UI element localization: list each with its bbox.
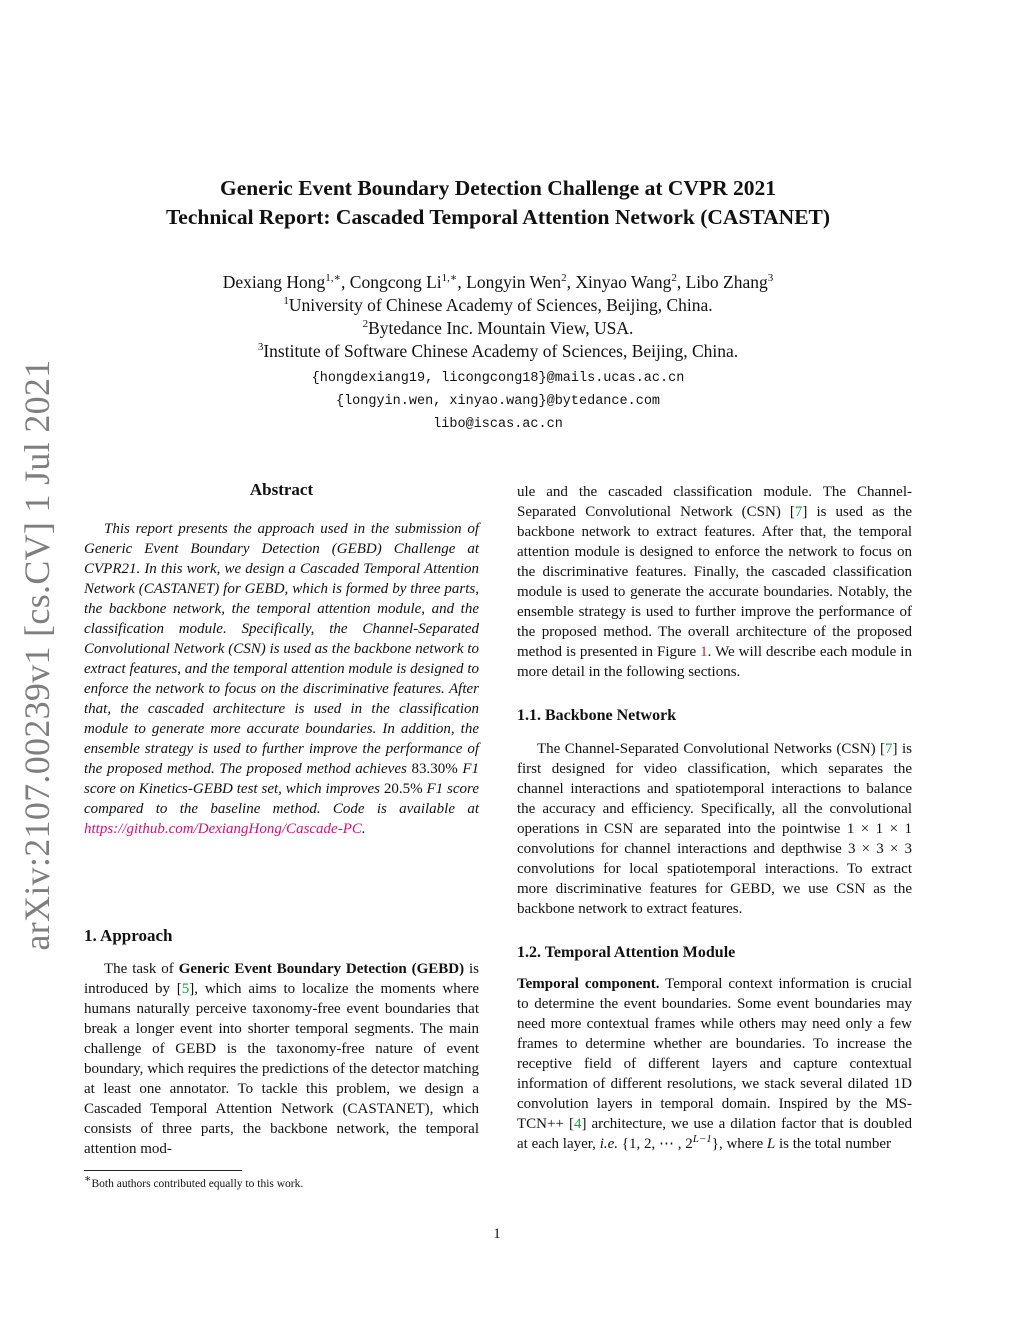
author-name: Longyin Wen [466, 272, 562, 292]
abstract-text: This report presents the approach used in the submission of Generic Event Boundary Detection (GEBD) Challenge at CVPR21. In this work, we design a Cascaded Temporal Attention Network (CASTANET) for GEBD, which is formed by three parts, the backbone network, the temporal attention module, and the classification module. Specifically, the Channel-Separated Convolutional Network (CSN) is used as the backbone network to extract features, and the temporal attention module is designed to enforce the network to focus on the discriminative features. After that, the cascaded architecture is used in the classification module to generate more accurate boundaries. In addition, the ensemble strategy is used to further improve the performance of the proposed method. The proposed method achieves [84, 521, 479, 777]
affiliation-text: Institute of Software Chinese Academy of Sciences, Beijing, China. [263, 341, 739, 361]
section-heading: 1. Approach [84, 926, 173, 945]
author-separator: , [457, 272, 467, 292]
body-text: ] architecture, we use a dilation factor that is doubled at each layer, [517, 1116, 912, 1152]
author-name: Dexiang Hong [222, 272, 326, 292]
paper-title [80, 174, 916, 232]
email: libo@iscas.ac.cn [433, 417, 563, 432]
subsection-heading: 1.2. Temporal Attention Module [517, 944, 736, 961]
abstract-value: 20.5% [383, 781, 423, 797]
author-sup: 1,∗ [325, 272, 342, 285]
math-expression: 3 × 3 × 3 [847, 841, 912, 857]
arxiv-sidebar [12, 359, 62, 951]
footnote-mark: ∗ [84, 1173, 92, 1186]
affiliation-sup: 2 [362, 318, 369, 331]
affiliation [80, 317, 916, 340]
affiliation-text: Bytedance Inc. Mountain View, USA. [368, 318, 634, 338]
page-number: 1 [493, 1226, 501, 1242]
body-text: Temporal context information is crucial to determine the event boundaries. Some event boundaries may need more contextual frames while others may need only a few frames to determine whether are boundaries. To increase the receptive field of different layers and capture contextual information of different resolutions, we stack several dilated 1D convolution layers in temporal domain. Inspired by the MS-TCN++ [ [517, 976, 912, 1132]
body-text: . We will describe each module in more detail in the following sections. [517, 644, 912, 680]
body-text: convolutions for local spatiotemporal interactions. To extract more discriminative features for GEBD, we use CSN as the backbone network to extract features. [517, 861, 912, 917]
body-text: ], which aims to localize the moments where humans naturally perceive taxonomy-free event boundaries that break a longer event into shorter temporal segments. The main challenge of GEBD is the taxonomy-free nature of event boundary, which requires the predictions of the detector matching at least one annotator. To tackle this problem, we design a Cascaded Temporal Attention Network (CASTANET), which consists of three parts, the backbone network, the temporal attention mod- [84, 981, 480, 1157]
author-list [80, 271, 916, 294]
author-separator: , [566, 272, 576, 292]
affiliation-sup: 3 [257, 341, 264, 354]
footnote-rule [84, 1170, 242, 1171]
citation-link[interactable]: 4 [573, 1116, 582, 1132]
author-sup: 2 [561, 272, 567, 285]
body-text: is introduced by [ [84, 961, 479, 997]
author-name: Congcong Li [349, 272, 442, 292]
title-line-2: Technical Report: Cascaded Temporal Attention Network (CASTANET) [165, 205, 831, 229]
abstract-text: . [361, 821, 366, 837]
approach-paragraph [84, 959, 479, 1159]
math-expression: 1 × 1 × 1 [846, 821, 913, 837]
body-text: ] is first designed for video classification, which separates the channel interactions and spatiotemporal interactions to balance the accuracy and efficiency. Specifically, all the convolutional operations in CSN are separated into the pointwise [517, 741, 913, 837]
author-name: Xinyao Wang [575, 272, 672, 292]
body-text: , where [718, 1136, 767, 1152]
italic-text: i.e. [599, 1136, 619, 1152]
footnote-text: Both authors contributed equally to this work. [91, 1178, 304, 1190]
body-text: The Channel-Separated Convolutional Networks (CSN) [ [537, 741, 886, 757]
affiliation-sup: 1 [283, 295, 289, 308]
right-column [517, 482, 912, 1154]
citation-link[interactable]: 7 [885, 741, 893, 757]
affiliation [80, 294, 916, 317]
temporal-paragraph [517, 974, 912, 1154]
body-text: ] is used as the backbone network to extract features. After that, the temporal attention module is designed to enforce the network to focus on the discriminative features. Finally, the cascaded classification module is used to generate the accurate boundaries. Notably, the ensemble strategy is used to further improve the performance of the proposed method. The overall architecture of the proposed method is presented in Figure [517, 504, 912, 660]
title-line-1: Generic Event Boundary Detection Challenge at CVPR 2021 [220, 176, 776, 200]
approach-section [84, 926, 479, 1159]
email-list [80, 367, 916, 436]
author-separator: , [341, 272, 350, 292]
math-variable: L [766, 1136, 776, 1152]
citation-link[interactable]: 7 [794, 504, 803, 520]
abstract-value: 83.30% [411, 761, 458, 777]
author-sup: 2 [671, 272, 677, 285]
abstract-section [84, 480, 479, 839]
paragraph-lead: Temporal component. [517, 976, 660, 992]
math-expression: } [711, 1136, 719, 1152]
author-sup: 3 [767, 272, 774, 285]
affiliation-text: University of Chinese Academy of Sciences, Beijing, China. [288, 295, 713, 315]
figure-link[interactable]: 1 [700, 644, 708, 660]
intro-continuation [517, 482, 912, 682]
body-text: is the total number [775, 1136, 892, 1152]
body-text: The task of [104, 961, 179, 977]
body-text: ule and the cascaded classification module. The Channel-Separated Convolutional Network (CSN) [ [517, 484, 912, 520]
arxiv-identifier: arXiv:2107.00239v1 [cs.CV] 1 Jul 2021 [17, 359, 57, 951]
citation-link[interactable]: 5 [181, 981, 190, 997]
affiliation-list [80, 294, 916, 363]
email: {hongdexiang19, licongcong18}@mails.ucas.ac.cn [311, 371, 685, 386]
author-name: Libo Zhang [685, 272, 768, 292]
backbone-paragraph [517, 739, 912, 919]
math-superscript: L−1 [692, 1133, 712, 1145]
abstract-text: F1 score on Kinetics-GEBD test set, which improves [84, 761, 479, 797]
code-link[interactable]: https://github.com/DexiangHong/Cascade-PC [84, 821, 362, 837]
abstract-text: F1 score compared to the baseline method. Code is available at [84, 781, 479, 817]
math-expression: {1, 2, ⋯ , 2 [621, 1136, 693, 1152]
abstract-heading: Abstract [249, 480, 314, 499]
author-sup: 1,∗ [441, 272, 458, 285]
affiliation [80, 340, 916, 363]
bold-term: Generic Event Boundary Detection (GEBD) [178, 961, 465, 977]
abstract-body [84, 519, 479, 839]
footnote [84, 1173, 479, 1192]
subsection-heading: 1.1. Backbone Network [517, 707, 677, 724]
body-text: convolutions for channel interactions and depthwise [517, 841, 848, 857]
email: {longyin.wen, xinyao.wang}@bytedance.com [335, 394, 661, 409]
author-separator: , [676, 272, 686, 292]
